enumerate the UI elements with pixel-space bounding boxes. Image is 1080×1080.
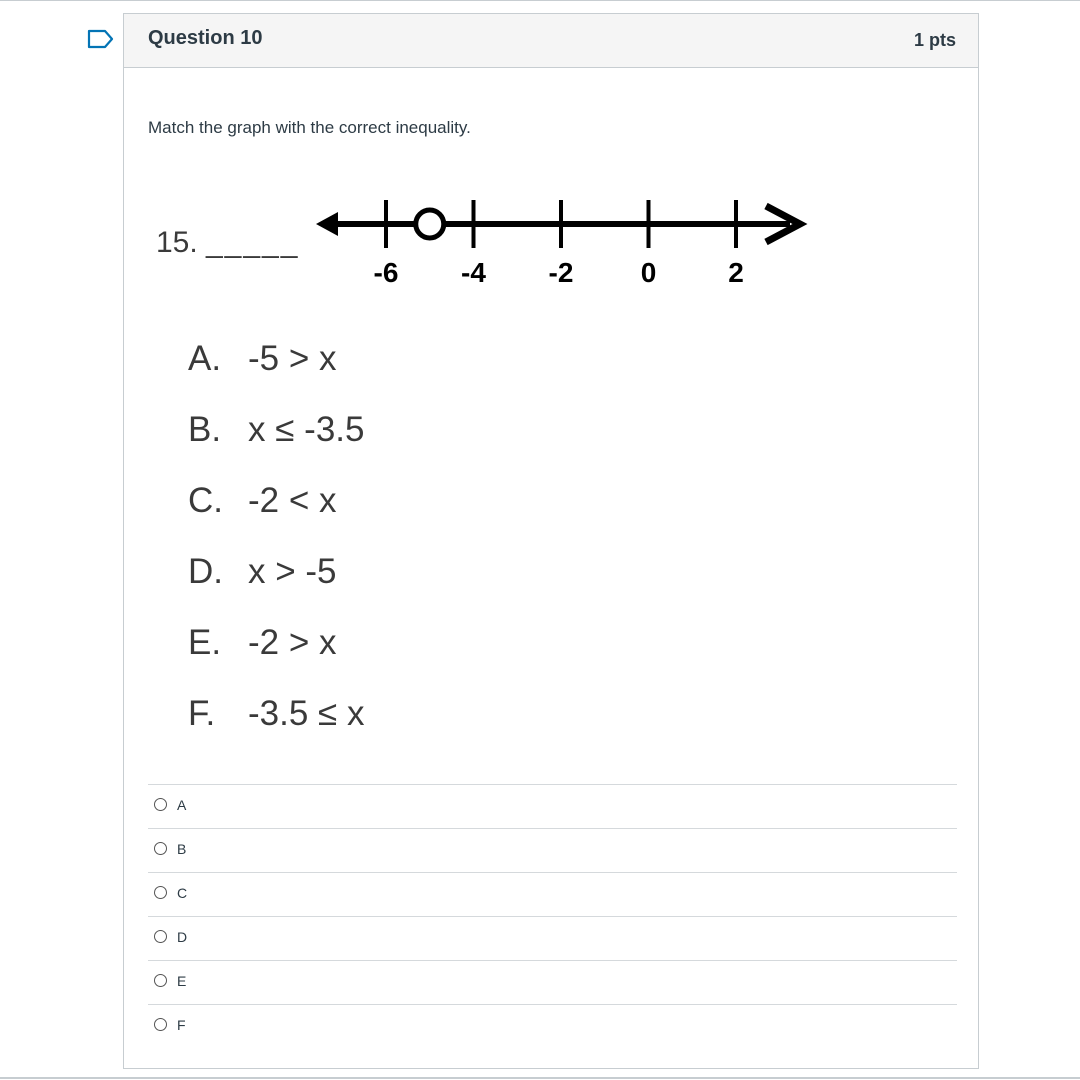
answer-option-b[interactable] [148, 828, 957, 872]
radio-button[interactable] [154, 798, 167, 811]
radio-button[interactable] [154, 930, 167, 943]
question-prompt: Match the graph with the correct inequality. [148, 118, 471, 137]
question-points: 1 pts [913, 30, 956, 50]
choice-expression: -2 > x [248, 623, 337, 662]
choice-letter: A. [188, 339, 222, 378]
left-arrowhead [316, 212, 338, 236]
choice-letter: B. [188, 410, 222, 449]
answer-option-e[interactable] [148, 960, 957, 1004]
choice-item [188, 339, 337, 378]
answer-option-f[interactable] [148, 1004, 957, 1048]
choice-letter: C. [188, 481, 223, 520]
question-header [124, 14, 978, 68]
radio-button[interactable] [154, 842, 167, 855]
choice-item [188, 481, 337, 520]
choice-item [188, 694, 365, 733]
number-line-tick-labels [374, 257, 744, 288]
question-card [123, 13, 979, 1069]
answer-option-a[interactable] [148, 784, 957, 828]
radio-button[interactable] [154, 1018, 167, 1031]
number-line [316, 200, 800, 288]
answer-label: A [177, 797, 187, 813]
answer-label: F [177, 1017, 186, 1033]
radio-button[interactable] [154, 974, 167, 987]
choice-letter: D. [188, 552, 223, 591]
problem-figure [148, 186, 908, 756]
choice-item [188, 552, 337, 591]
bottom-divider [0, 1077, 1080, 1079]
answer-option-c[interactable] [148, 872, 957, 916]
problem-figure-svg [148, 186, 908, 756]
choice-expression: x > -5 [248, 552, 337, 591]
choice-expression: x ≤ -3.5 [248, 410, 365, 449]
choice-letter: E. [188, 623, 222, 662]
tick-label: -6 [373, 257, 399, 288]
choice-list [188, 339, 365, 733]
answer-label: E [177, 973, 187, 989]
answer-list [148, 784, 957, 1048]
problem-number: 15. [156, 226, 198, 259]
choice-item [188, 623, 337, 662]
radio-button[interactable] [154, 886, 167, 899]
answer-label: B [177, 841, 187, 857]
question-title: Question 10 [148, 27, 263, 49]
choice-item [188, 410, 364, 449]
choice-letter: F. [188, 694, 216, 733]
tick-label: 0 [640, 257, 657, 288]
tick-label: 2 [728, 257, 744, 288]
tick-label: -2 [548, 257, 574, 288]
flag-question-icon[interactable] [86, 28, 116, 50]
choice-expression: -2 < x [248, 481, 337, 520]
choice-expression: -3.5 ≤ x [248, 694, 365, 733]
answer-blank: _____ [206, 226, 300, 259]
choice-expression: -5 > x [248, 339, 337, 378]
answer-label: D [177, 929, 188, 945]
tick-label: -4 [461, 257, 486, 288]
answer-option-d[interactable] [148, 916, 957, 960]
top-divider [0, 0, 1080, 1]
open-circle-marker [416, 210, 444, 238]
answer-label: C [177, 885, 188, 901]
